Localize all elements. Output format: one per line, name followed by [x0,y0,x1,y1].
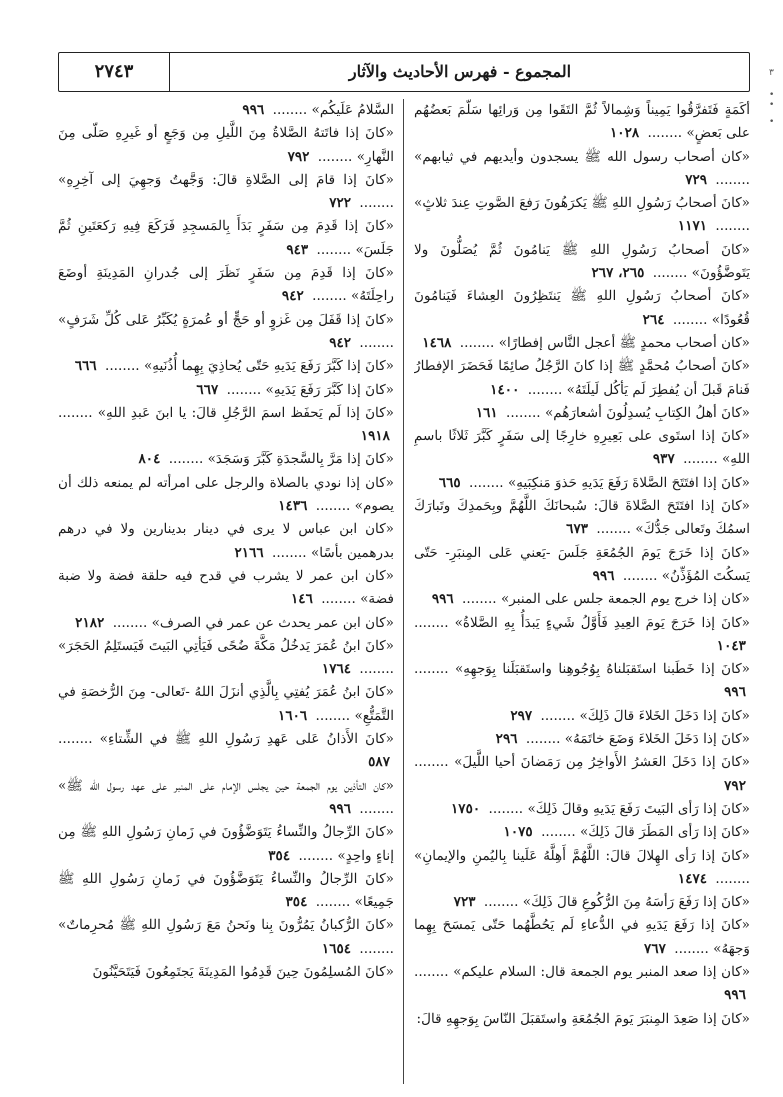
entry-text: «كانَ المُسلِمُونَ حِينَ قَدِمُوا المَدِينَةَ يَجتَمِعُونَ فَيَتَحَيَّنُونَ [92,963,394,980]
entry-text: «كانَ إذا فاتَتهُ الصَّلاةُ مِنَ اللَّيلِ مِن وَجَعٍ أو غَيرِهِ صَلّى مِنَ النَّهارِ» [58,125,394,165]
entry-text: «كانَ الرِّجالُ والنِّساءُ يَتَوَضَّؤُونَ في زَمانِ رَسُولِ اللهِ ﷺ جَمِيعًا» [58,870,394,911]
hadith-index-entry [58,775,394,822]
entry-leader-dots: ........ [355,800,394,817]
hadith-index-entry [58,565,394,612]
entry-text: «كانَ أصحابُ رَسُولِ اللهِ ﷺ يَكرَهُونَ رَفعَ الصَّوتِ عِندَ ثلاثٍ» [414,195,750,212]
entry-page-number: ٧٢٩ [685,171,708,188]
entry-page-number: ١٤٧٤ [677,870,708,887]
hadith-index-entry [414,99,750,146]
entry-leader-dots: ........ [313,148,357,165]
hadith-index-entry [58,868,394,915]
hadith-index-entry [58,309,394,356]
entry-leader-dots: ........ [268,102,312,118]
hadith-index-entry [58,402,394,449]
entry-leader-dots: ........ [311,894,355,911]
entry-page-number: ٩٩٦ [431,591,454,608]
entry-text: «كانَ إذا رَفَعَ رَأسَهُ مِنَ الرُّكُوعِ قالَ ذَلِكَ» [522,894,750,911]
entry-page-number: ٢١٦٦ [234,544,264,561]
hadith-index-entry [58,518,394,565]
hadith-index-entry [414,542,750,589]
entry-page-number: ٢٩٦ [495,731,518,748]
entry-leader-dots: ........ [267,544,311,561]
entry-leader-dots: ........ [355,661,394,678]
hadith-index-entry [414,891,750,914]
hadith-index-entry [58,612,394,635]
hadith-index-entry [414,588,750,611]
entry-page-number: ٩٩٦ [724,684,746,701]
hadith-index-entry [414,728,750,751]
entry-text: «كانَ إذا رَأى البَيتَ رَفَعَ يَدَيهِ وقالَ ذَلِكَ» [527,800,750,817]
entry-leader-dots: ........ [536,707,580,724]
entry-page-number: ٧٩٢ [287,148,310,165]
entry-page-number: ٣٥٤ [268,847,291,864]
hadith-index-entry [414,239,750,286]
entry-page-number: ٥٨٧ [368,754,390,771]
hadith-index-entry [414,192,750,239]
entry-page-number: ٣٥٤ [285,894,308,911]
entry-text: «كانَ أصحابُ مُحمَّدٍ ﷺ إذا كانَ الرَّجُلُ صائِمًا فَحَضَرَ الإفطارُ فَنامَ قَبلَ أن يُفطِرَ لَم يَأكُل لَيلَتَهُ» [414,358,750,398]
entry-text: «كانَ إذا كَبَّرَ رَفَعَ يَدَيهِ حَتّى يُحاذِيَ بِهِما أُذُنَيهِ» [143,358,394,375]
hadith-index-entry [414,821,750,844]
entry-text: «كانَ إذا رَفَعَ يَدَيهِ في الدُّعاءِ لَم يَحُطَّهُما حَتّى يَمسَحَ بِهِما وَجهَهُ» [414,917,750,957]
entry-leader-dots: ........ [479,894,523,911]
entry-page-number: ٧٢٣ [453,894,476,911]
entry-text: «كانَ أصحابُ رَسُولِ اللهِ ﷺ يَنتَظِرُونَ العِشاءَ فَيَنامُونَ قُعُودًا» [414,288,750,328]
hadith-index-entry [58,681,394,728]
entry-page-number: ٦٦٧ [196,381,219,398]
entry-page-number: ٢٦٤ [642,311,665,328]
hadith-index-entry [414,705,750,728]
hadith-index-entry [58,914,394,961]
entry-leader-dots: ........ [711,218,750,235]
entry-text: «كانَ أصحابُ رَسُولِ اللهِ ﷺ يَنامُونَ ثُمَّ يُصَلُّونَ ولا يَتَوضَّؤُونَ» [414,241,750,282]
entry-leader-dots: ........ [311,498,355,515]
entry-page-number: ٩٩٦ [242,102,265,118]
entry-leader-dots: ........ [457,591,501,608]
entry-leader-dots: ........ [455,334,499,351]
hadith-index-entry [414,612,750,659]
entry-page-number: ١١٧١ [677,218,708,235]
entry-text: «كان إذا خرج يوم الجمعة جلس على المنبر» [500,591,750,608]
entry-text: «كانَ إذا رَأى المَطَرَ قالَ ذَلِكَ» [579,824,750,841]
hadith-index-entry [414,495,750,542]
entry-page-number: ٨٠٤ [138,451,161,468]
entry-leader-dots: ........ [678,451,722,468]
entry-leader-dots: ........ [355,334,394,351]
hadith-index-entry [414,146,750,193]
entry-text: «كانَ إذا لَم يَحفَظ اسمَ الرَّجُلِ قالَ: يا ابنَ عَبدِ اللهِ» [97,404,394,421]
entry-leader-dots: ........ [711,870,750,887]
hadith-index-entry [58,448,394,471]
entry-leader-dots: ........ [108,614,152,631]
entry-page-number: ٩٩٦ [592,567,615,584]
entry-leader-dots: ........ [414,963,454,980]
entry-leader-dots: ........ [355,195,394,212]
entry-leader-dots: ........ [100,358,144,375]
hadith-index-entry [58,472,394,519]
entry-page-number: ٢٦٥، ٢٦٧ [591,265,645,282]
entry-leader-dots: ........ [312,241,356,258]
entry-page-number: ١٤٣٦ [278,498,308,515]
entry-text: «كانَ الرُّكبانُ يَمُرُّونَ بِنا ونَحنُ مَعَ رَسُولِ اللهِ ﷺ مُحرِماتٌ» [58,917,394,934]
entry-text: «كان أصحاب محمدٍ ﷺ أعجل النَّاس إفطارًا» [498,334,750,351]
entry-leader-dots: ........ [592,521,636,538]
left-column [58,99,394,1084]
hadith-index-entry [58,355,394,378]
hadith-index-entry [58,379,394,402]
entry-text: «كانَ إذا كَبَّرَ رَفَعَ يَدَيهِ» [265,381,394,398]
entry-page-number: ١٤٠٠ [490,381,520,398]
entry-text: «كانَ إذا دَخَلَ العَشرُ الأَواخِرُ مِن رَمَضانَ أحيا اللَّيلَ» [454,754,750,771]
hadith-index-entry [58,215,394,262]
entry-text: «كانَ إذا قَدِمَ مِن سَفَرٍ بَدَأَ بِالمَسجِدِ فَرَكَعَ فِيهِ رَكعَتَينِ ثُمَّ جَلَسَ» [58,218,394,258]
hadith-index-entry [58,99,394,122]
entry-text: أكَمَةٍ فَتَفرَّقُوا يَمِيناً وَشِمالاً ثُمَّ التَقَوا مِن وَرائِها سَلَّمَ بَعضُهُم على بَعضٍ» [414,102,750,142]
entry-leader-dots: ........ [669,940,714,957]
entry-leader-dots: ........ [414,614,455,631]
entry-page-number: ٧٩٢ [724,777,746,794]
margin-mark: ٣ [769,68,774,78]
hadith-index-entry [414,472,750,495]
entry-leader-dots: ........ [711,171,750,188]
entry-text: السَّلامُ عَلَيكُم» [311,102,394,118]
index-page [58,52,750,1088]
hadith-index-entry [414,658,750,705]
entry-leader-dots: ........ [501,404,545,421]
hadith-index-entry [414,961,750,1008]
hadith-index-entry [414,1008,750,1031]
entry-text: «كانَ الأَذانُ عَلى عَهدِ رَسُولِ اللهِ ﷺ في الشِّتاءِ» [99,731,394,748]
entry-leader-dots: ........ [164,451,208,468]
entry-page-number: ١٧٦٤ [321,661,352,678]
entry-leader-dots: ........ [294,847,338,864]
entry-page-number: ٢٩٧ [510,707,533,724]
entry-leader-dots: ........ [414,754,455,771]
entry-page-number: ١٦١ [475,404,498,421]
entry-text: «كانَ ابنُ عُمَرَ يُفتِي بِالَّذِي أنزَلَ اللهُ -تَعالى- مِنَ الرُّخصَةِ في التَّمَتُّعِ» [58,684,394,724]
entry-page-number: ١٦٥٤ [321,940,352,957]
entry-page-number: ٩٩٦ [329,800,352,817]
hadith-index-entry [58,262,394,309]
entry-page-number: ٩٩٦ [724,987,746,1004]
entry-text: «كانَ إذا افتَتَحَ الصَّلاةَ رَفَعَ يَدَيهِ حَذوَ مَنكِبَيهِ» [507,474,750,491]
margin-mark: • [769,100,775,110]
entry-text: «كانَ إذا خَطَبنا استَقبَلناهُ بِوُجُوهِنا واستَقبَلَنا بِوَجهِهِ» [454,661,750,678]
entry-page-number: ١٧٥٠ [451,800,481,817]
hadith-index-entry [414,425,750,472]
entry-text: «كانَ إذا خَرَجَ يَومَ الجُمُعَةِ جَلَسَ -يَعني عَلى المِنبَرِ- حَتّى يَسكُتَ المُؤَذِّنُ» [414,544,750,584]
entry-leader-dots: ........ [648,265,692,282]
entry-text: «كانَ إذا خَرَجَ يَومَ العِيدِ فَأَوَّلُ شَيءٍ يَبدَأُ بِهِ الصَّلاةُ» [454,614,750,631]
entry-text: «كانَ إذا دَخَلَ الخَلاءَ قالَ ذَلِكَ» [579,707,750,724]
entry-leader-dots: ........ [464,474,508,491]
entry-page-number: ٩٤٣ [286,241,309,258]
entry-page-number: ١٠٧٥ [503,824,533,841]
entry-leader-dots: ........ [643,125,687,142]
entry-text: «كان ابن عباس لا يرى في دينار بدينارين ولا في درهم بدرهمين بأسًا» [58,521,394,561]
entry-leader-dots: ........ [316,591,361,608]
entry-page-number: ٦٧٣ [566,521,589,538]
entry-leader-dots: ........ [536,824,580,841]
entry-page-number: ١٠٢٨ [609,125,640,142]
hadith-index-entry [58,122,394,169]
entry-text: «كانَ إذا قامَ إلى الصَّلاةِ قالَ: وَجَّهتُ وَجهِيَ إلى آخِرِهِ» [58,171,394,188]
hadith-index-entry [414,798,750,821]
entry-leader-dots: ........ [414,661,455,678]
column-divider [403,99,404,1084]
entry-leader-dots: ........ [668,311,712,328]
entry-text: «كان أصحاب رسول الله ﷺ يسجدون وأيديهم في ثيابهم» [414,148,750,165]
hadith-index-entry [414,751,750,798]
hadith-index-entry [414,402,750,425]
entry-leader-dots: ........ [58,404,98,421]
entry-page-number: ٧٦٧ [644,940,666,957]
hadith-index-entry [414,285,750,332]
entry-page-number: ١٤٦٨ [422,334,452,351]
entry-text: «كانَ أهلُ الكِتابِ يُسدِلُونَ أشعارَهُم» [544,404,750,421]
entry-text: «كانَ إذا افتَتَحَ الصَّلاةَ قالَ: سُبحانَكَ اللَّهُمَّ وبِحَمدِكَ وتَبارَكَ اسمُكَ وتَعالى جَدُّكَ» [414,498,750,538]
entry-page-number: ٦٦٥ [438,474,461,491]
entry-text: «كانَ إذا قَفَلَ مِن غَزوٍ أو حَجٍّ أو عُمرَةٍ يُكَبِّرُ عَلى كُلِّ شَرَفٍ» [58,311,394,328]
entry-page-number: ٩٤٢ [281,288,304,305]
entry-text: «كانَ ابنُ عُمَرَ يَدخُلُ مَكَّةَ ضُحًى فَيَأتِي البَيتَ فَيَستَلِمُ الحَجَرَ» [58,637,394,654]
entry-leader-dots: ........ [311,707,355,724]
page-number: ٢٧٤٣ [59,53,170,91]
hadith-index-entry [414,845,750,892]
entry-text: «كان ابن عمر يحدث عن عمر في الصرف» [151,614,394,631]
entry-text: «كانَ إذا دَخَلَ الخَلاءَ وَضَعَ خاتَمَهُ» [564,731,750,748]
hadith-index-entry [58,635,394,682]
page-header [58,52,750,92]
margin-mark: • [769,117,775,127]
entry-text: «كان إذا نودي بالصلاة والرجل على امرأته لم يمنعه ذلك أن يصوم» [58,474,394,515]
hadith-index-entry [414,332,750,355]
margin-mark: • [769,90,775,100]
entry-page-number: ٦٦٦ [74,358,97,375]
entry-text: «كانَ إذا استَوى على بَعِيرِهِ خارِجًا إلى سَفَرٍ كَبَّرَ ثَلاثًا باسمِ اللهِ» [414,428,750,468]
hadith-index-entry [58,821,394,868]
entry-text: «كان إذا صعد المنبر يوم الجمعة قال: السلام عليكم» [453,963,750,980]
entry-page-number: ٢١٨٢ [75,614,105,631]
hadith-index-entry [58,961,394,984]
entry-leader-dots: ........ [618,567,662,584]
entry-text: «كانَ إذا قَدِمَ مِن سَفَرٍ نَظَرَ إلى جُدرانِ المَدِينَةِ أوضَعَ راحِلَتَهُ» [58,265,394,305]
entry-leader-dots: ........ [58,731,100,748]
entry-page-number: ٧٢٢ [329,195,352,212]
entry-leader-dots: ........ [523,381,567,398]
entry-page-number: ١٤٦ [290,591,313,608]
page-title: المجموع - فهرس الأحاديث والآثار [348,62,572,81]
entry-page-number: ٩٣٧ [652,451,675,468]
entry-page-number: ١٩١٨ [360,428,390,445]
entry-leader-dots: ........ [484,800,528,817]
entry-leader-dots: ........ [355,940,394,957]
entry-leader-dots: ........ [521,731,565,748]
right-column [414,99,750,1084]
hadith-index-entry [414,355,750,402]
entry-text: «كانَ إذا مَرَّ بِالسَّجدَةِ كَبَّرَ وَسَجَدَ» [207,451,394,468]
entry-page-number: ١٠٤٣ [716,637,746,654]
entry-text: «كان ابن عمر لا يشرب في قدح فيه حلقة فضة ولا ضبة فضة» [58,567,394,608]
hadith-index-entry [58,169,394,216]
entry-leader-dots: ........ [307,288,352,305]
hadith-index-entry [414,914,750,961]
hadith-index-entry [58,728,394,775]
entry-text: «كانَ الرِّجالُ والنِّساءُ يَتَوَضَّؤُونَ في زَمانِ رَسُولِ اللهِ ﷺ مِن إناءٍ واحِدٍ» [58,824,394,864]
entry-page-number: ٩٤٢ [329,334,352,351]
entry-text: «كان التأذين يوم الجمعة حين يجلس الإمام على المنبر على عهد رسول الله ﷺ» [58,777,394,794]
entry-text: «كانَ إذا صَعِدَ المِنبَرَ يَومَ الجُمُعَةِ واستَقبَلَ النّاسَ بِوَجهِهِ قالَ: [416,1010,750,1027]
entry-leader-dots: ........ [222,381,266,398]
entry-page-number: ١٦٠٦ [278,707,308,724]
entry-text: «كانَ إذا رَأى الهِلالَ قالَ: اللَّهُمَّ أَهِلَّهُ عَلَينا بِاليُمنِ والإيمانِ» [414,847,750,864]
